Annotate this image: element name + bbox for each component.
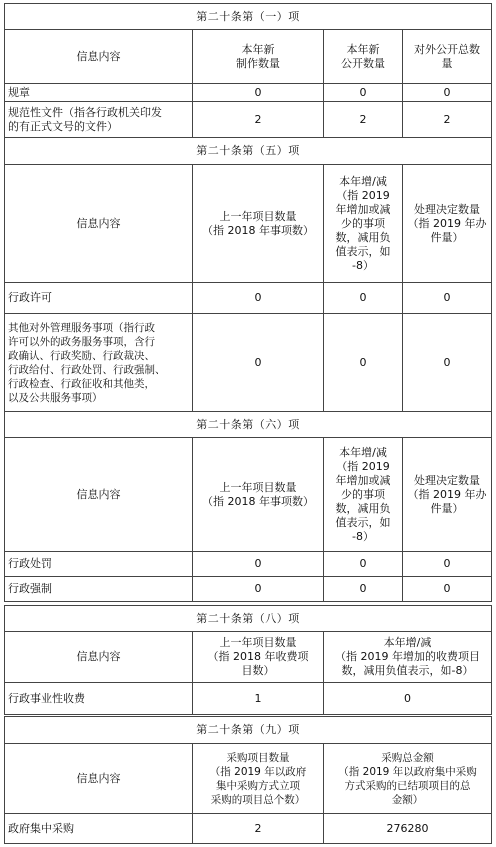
header-cell: 本年新 公开数量 (324, 30, 403, 84)
row-label: 行政许可 (5, 283, 193, 314)
row-label: 行政事业性收费 (5, 683, 193, 715)
table-row (5, 84, 492, 102)
value-cell: 0 (193, 84, 324, 102)
header-cell: 处理决定数量 （指 2019 年办 件量） (403, 165, 492, 283)
value-cell: 0 (403, 577, 492, 602)
header-cell: 信息内容 (5, 438, 193, 552)
table-row (5, 683, 492, 715)
table-row (5, 283, 492, 314)
header-cell: 上一年项目数量 （指 2018 年事项数） (193, 165, 324, 283)
value-cell: 1 (193, 683, 324, 715)
value-cell: 276280 (324, 814, 492, 844)
value-cell: 0 (403, 283, 492, 314)
row-label: 其他对外管理服务事项（指行政 许可以外的政务服务事项，含行 政确认、行政奖励、行政裁决、 行政给付、行政处罚、行政强制、 行政检查、行政征收和其他类， 以及公共服务事项） (5, 314, 193, 412)
header-cell: 信息内容 (5, 744, 193, 814)
header-cell: 本年增/减 （指 2019 年增加或减 少的事项 数，减用负 值表示，如 -8） (324, 438, 403, 552)
row-label: 规范性文件（指各行政机关印发 的有正式文号的文件） (5, 102, 193, 138)
section-table-5 (4, 716, 492, 844)
section-table-4 (4, 605, 492, 715)
value-cell: 0 (324, 84, 403, 102)
row-label: 政府集中采购 (5, 814, 193, 844)
section-table-2 (4, 137, 492, 412)
header-cell: 本年增/减 （指 2019 年增加或减 少的事项 数，减用负 值表示，如 -8） (324, 165, 403, 283)
value-cell: 0 (324, 552, 403, 577)
section-title: 第二十条第（一）项 (5, 4, 492, 30)
section-table-1 (4, 3, 492, 138)
value-cell: 2 (324, 102, 403, 138)
header-cell: 信息内容 (5, 165, 193, 283)
value-cell: 0 (324, 283, 403, 314)
value-cell: 2 (193, 102, 324, 138)
header-cell: 本年增/减 （指 2019 年增加的收费项目 数，减用负值表示，如-8） (324, 632, 492, 683)
header-cell: 采购项目数量 （指 2019 年以政府 集中采购方式立项 采购的项目总个数） (193, 744, 324, 814)
table-row (5, 577, 492, 602)
value-cell: 0 (193, 283, 324, 314)
section-table-3 (4, 411, 492, 602)
value-cell: 0 (403, 84, 492, 102)
header-cell: 对外公开总数 量 (403, 30, 492, 84)
section-title: 第二十条第（八）项 (5, 606, 492, 632)
section-title: 第二十条第（五）项 (5, 138, 492, 165)
value-cell: 0 (324, 314, 403, 412)
table-row (5, 314, 492, 412)
value-cell: 0 (403, 314, 492, 412)
table-row (5, 814, 492, 844)
table-row (5, 102, 492, 138)
value-cell: 2 (403, 102, 492, 138)
section-title: 第二十条第（九）项 (5, 717, 492, 744)
header-cell: 上一年项目数量 （指 2018 年收费项 目数） (193, 632, 324, 683)
value-cell: 2 (193, 814, 324, 844)
value-cell: 0 (324, 577, 403, 602)
row-label: 行政强制 (5, 577, 193, 602)
row-label: 行政处罚 (5, 552, 193, 577)
header-cell: 处理决定数量 （指 2019 年办 件量） (403, 438, 492, 552)
value-cell: 0 (403, 552, 492, 577)
row-label: 规章 (5, 84, 193, 102)
header-cell: 采购总金额 （指 2019 年以政府集中采购 方式采购的已结项项目的总 金额） (324, 744, 492, 814)
header-cell: 上一年项目数量 （指 2018 年事项数） (193, 438, 324, 552)
header-cell: 本年新 制作数量 (193, 30, 324, 84)
table-row (5, 552, 492, 577)
value-cell: 0 (193, 577, 324, 602)
section-title: 第二十条第（六）项 (5, 412, 492, 438)
header-cell: 信息内容 (5, 30, 193, 84)
value-cell: 0 (193, 552, 324, 577)
value-cell: 0 (193, 314, 324, 412)
value-cell: 0 (324, 683, 492, 715)
header-cell: 信息内容 (5, 632, 193, 683)
